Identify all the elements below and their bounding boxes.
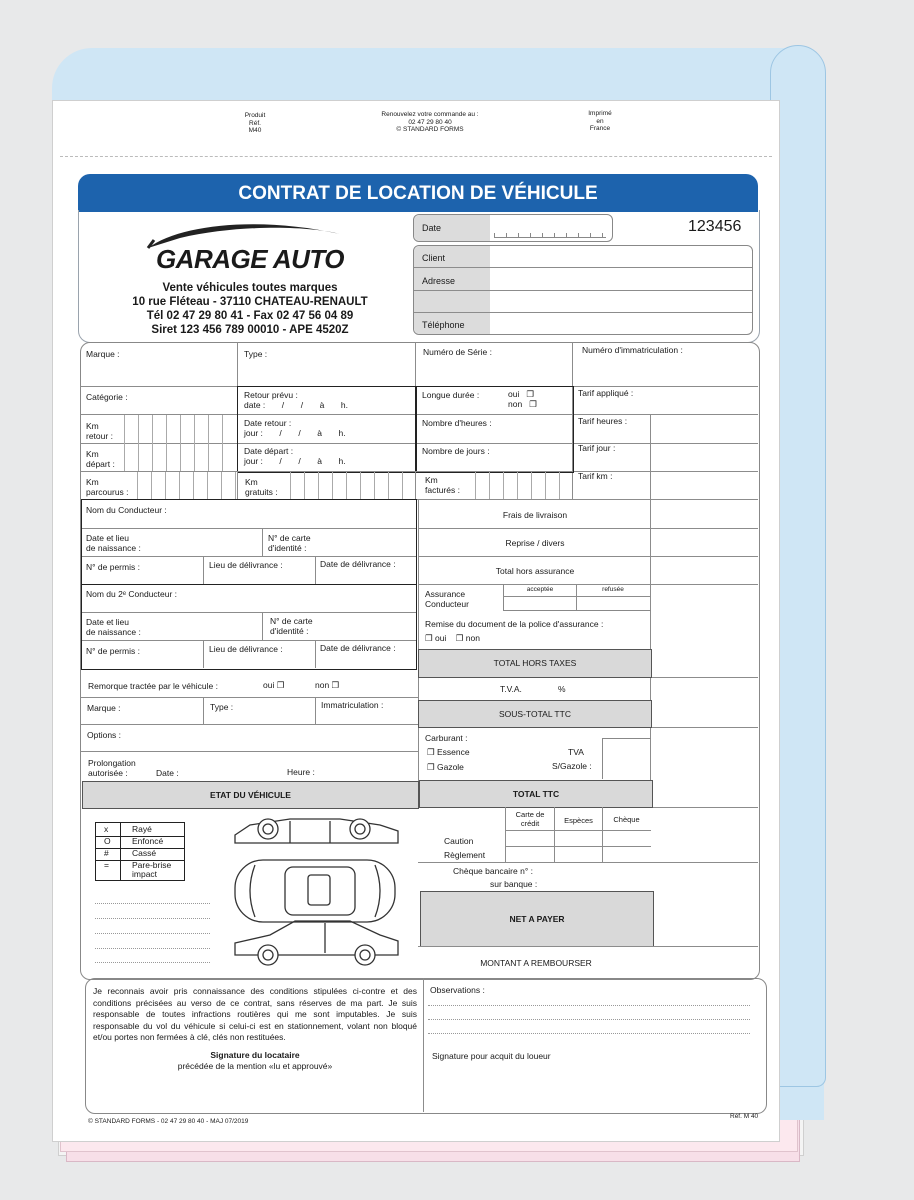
client-label: Client — [422, 253, 446, 263]
essence-checkbox[interactable]: ❐ Essence — [427, 747, 470, 757]
gazole-checkbox[interactable]: ❐ Gazole — [427, 762, 464, 772]
remorque-oui[interactable]: oui ❐ — [263, 680, 285, 690]
footer-ref: Réf. M 40 — [730, 1113, 759, 1120]
owner-signature: Signature pour acquit du loueur — [432, 1051, 551, 1061]
tenant-signature: Signature du locataire précédée de la mention «lu et approuvé» — [177, 1050, 333, 1071]
renew-info: Renouvelez votre commande au : 02 47 29 80 40 © STANDARD FORMS — [381, 111, 479, 133]
sous-total-bar: SOUS-TOTAL TTC — [418, 700, 652, 728]
net-a-payer-bar: NET A PAYER — [420, 891, 654, 947]
adresse-label: Adresse — [422, 276, 456, 286]
form-title: CONTRAT DE LOCATION DE VÉHICULE — [78, 174, 758, 212]
total-ht-bar: TOTAL HORS TAXES — [418, 649, 652, 678]
total-ttc-bar: TOTAL TTC — [419, 780, 653, 808]
date-box[interactable]: Date — [413, 214, 613, 242]
contract-number: 123456 — [688, 218, 742, 235]
km-digit-cells — [124, 415, 236, 471]
telephone-label: Téléphone — [422, 320, 465, 330]
garage-name: GARAGE AUTO — [155, 244, 345, 274]
perforation — [60, 156, 772, 157]
longue-duree-checkboxes[interactable]: oui ❐ non ❐ — [508, 389, 537, 409]
remorque-non[interactable]: non ❐ — [315, 680, 340, 690]
remise-checkboxes[interactable]: ❐ oui ❐ non — [425, 633, 480, 643]
damage-legend: x Rayé O Enfoncé # Cassé = Pare-brise impact — [95, 822, 185, 881]
footer-copyright: © STANDARD FORMS - 02 47 29 80 40 - MAJ 07/2019 — [88, 1118, 249, 1125]
printed-info: Imprimé en France — [588, 110, 612, 132]
client-box — [413, 245, 753, 335]
product-info: Produit Réf. M40 — [244, 112, 266, 134]
car-diagram-icon — [230, 815, 405, 970]
garage-details: Vente véhicules toutes marques 10 rue Fléteau - 37110 CHATEAU-RENAULT Tél 02 47 29 80 41 - Fax 02 47 56 04 89 Siret 123 456 789 00010 - APE 4520Z — [132, 282, 368, 336]
conditions-text: Je reconnais avoir pris connaissance des conditions stipulées ci-contre et des conditions précisées au verso de ce contrat, sans réserves de ma part. Je suis responsable de toutes infractions routières qui me sont imputables. Je suis responsable du vol du véhicule si celui-ci est en stationnement, volant non bloqué et/ou portes non fermées à clé, clés non restituées. — [93, 986, 417, 1042]
etat-vehicule-bar: ETAT DU VÉHICULE — [82, 781, 419, 809]
